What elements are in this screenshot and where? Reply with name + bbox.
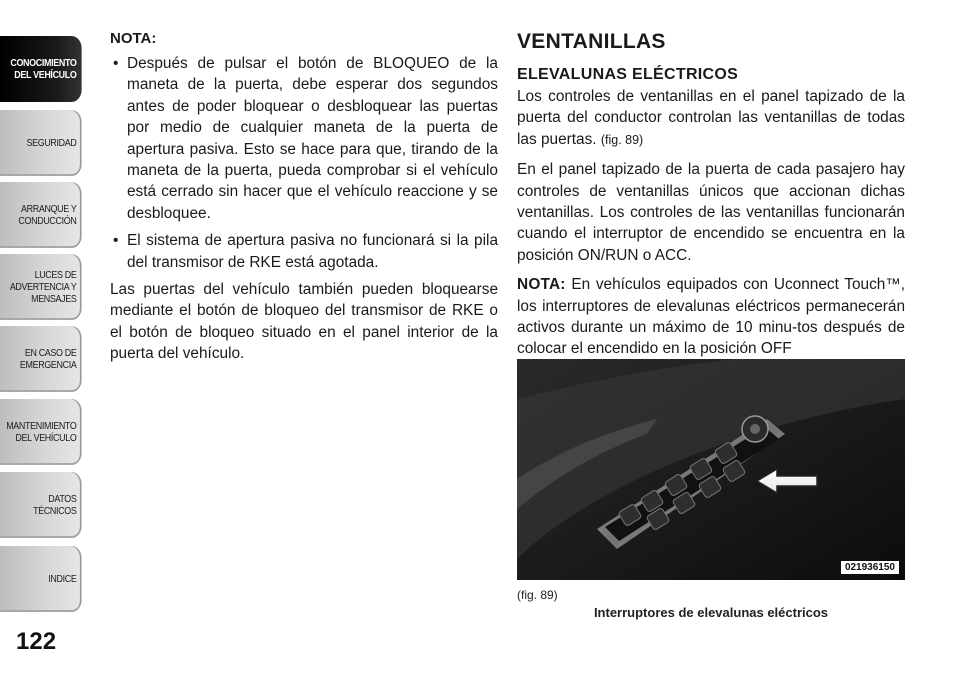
figure-code: 021936150	[841, 561, 899, 574]
tab-indice[interactable]: INDICE	[0, 546, 82, 612]
tab-datos-tecnicos[interactable]: DATOS TÉCNICOS	[0, 472, 82, 538]
tab-luces-de-advertencia[interactable]: LUCES DE ADVERTENCIA Y MENSAJES	[0, 254, 82, 320]
paragraph-text: Los controles de ventanillas en el panel tapizado de la puerta del conductor controlan las ventanillas de todas las puertas.	[517, 88, 905, 148]
subsection-title: ELEVALUNAS ELÉCTRICOS	[517, 66, 739, 83]
left-column	[110, 30, 498, 365]
body-paragraph: Las puertas del vehículo también pueden bloquearse mediante el botón de bloqueo del transmisor de RKE o el botón de bloqueo situado en el panel interior de la puerta del vehículo.	[110, 281, 498, 363]
nota-bullet-list	[110, 53, 498, 273]
nota-label: NOTA:	[517, 276, 566, 294]
section-title: VENTANILLAS	[517, 30, 666, 53]
window-switch-panel-illustration	[517, 359, 905, 580]
nota-paragraph	[517, 274, 905, 360]
chapter-sidebar	[0, 0, 98, 678]
tab-en-caso-de-emergencia[interactable]: EN CASO DE EMERGENCIA	[0, 326, 82, 392]
figure-caption: Interruptores de elevalunas eléctricos	[593, 605, 829, 620]
body-paragraph	[517, 86, 905, 151]
list-item: • Después de pulsar el botón de BLOQUEO de la maneta de la puerta, debe esperar dos segundos antes de poder bloquear o desbloquear las puertas por medio de cualquier maneta de la puerta de apertura pasiva. Esto se hace para que, tirando de la maneta de la puerta, pueda comprobar si el vehículo está cerrado sin hacer que el vehículo reaccione y se desbloquee.	[110, 53, 498, 224]
body-paragraph: En el panel tapizado de la puerta de cada pasajero hay controles de ventanillas únicos que accionan dichas ventanillas. Los controles de las ventanillas funcionarán cuando el interruptor de encendido se encuentra en la posición ON/RUN o ACC.	[517, 161, 905, 264]
nota-text: En vehículos equipados con Uconnect Touch™, los interruptores de elevalunas eléctricos permanecerán activos durante un máximo de 10 minu-tos después de colocar el encendido en la posición OFF	[517, 276, 906, 358]
figure-label: (fig. 89)	[517, 588, 558, 602]
page-number: 122	[16, 628, 57, 655]
tab-seguridad[interactable]: SEGURIDAD	[0, 110, 82, 176]
tab-arranque-y-conduccion[interactable]: ARRANQUE Y CONDUCCIÓN	[0, 182, 82, 248]
list-item: • El sistema de apertura pasiva no funcionará si la pila del transmisor de RKE está agotada.	[110, 230, 498, 273]
nota-heading: NOTA:	[110, 30, 157, 47]
tab-conocimiento-del-vehiculo[interactable]: CONOCIMIENTO DEL VEHÍCULO	[0, 36, 82, 102]
figure-reference[interactable]: (fig. 89)	[600, 132, 644, 147]
right-column	[517, 30, 905, 360]
window-switches-photo	[517, 359, 905, 580]
tab-mantenimiento[interactable]: MANTENIMIENTO DEL VEHÍCULO	[0, 399, 82, 465]
